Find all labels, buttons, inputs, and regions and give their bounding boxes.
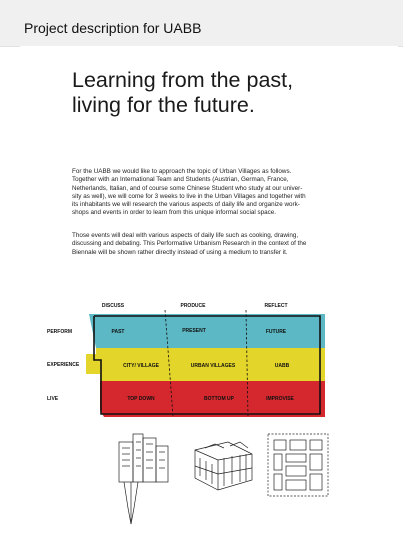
document-title: Project description for UABB	[24, 20, 202, 36]
cell-label: PRESENT	[182, 328, 206, 334]
urban-village-sketch	[195, 442, 252, 490]
cell-label: PAST	[111, 329, 125, 335]
headline-line-2: living for the future.	[72, 93, 255, 117]
row-label: LIVE	[47, 396, 59, 402]
p2-line: Those events will deal with various aspects of daily life such as cooking, drawing,	[72, 232, 299, 239]
skyline-sketch	[119, 434, 168, 524]
cell-label: URBAN VILLAGES	[190, 363, 236, 369]
p1-line: sity as well), we will come for 3 weeks to live in the Urban Villages and together with	[72, 192, 306, 200]
row-label: PERFORM	[47, 329, 72, 335]
matrix-diagram	[0, 290, 403, 430]
p2-line: discussing and debating. This Performative Urbanism Research in the context of the	[72, 240, 307, 248]
street-plan-sketch	[268, 434, 328, 496]
p1-line: For the UABB we would like to approach the topic of Urban Villages as follows.	[72, 168, 292, 175]
column-header: PRODUCE	[180, 303, 206, 309]
cell-label: CITY/ VILLAGE	[123, 363, 159, 369]
cell-label: UABB	[274, 363, 290, 369]
p1-line: Together with an International Team and Students (Austrian, German, France,	[72, 176, 289, 184]
headline	[72, 68, 293, 118]
column-header: DISCUSS	[101, 303, 125, 309]
column-header: REFLECT	[264, 303, 288, 309]
p1-line: shops and events in order to learn from this unique informal social space.	[72, 209, 277, 217]
body-paragraph-1	[72, 168, 392, 218]
row-label: EXPERIENCE	[47, 362, 80, 368]
cell-label: TOP DOWN	[127, 396, 155, 402]
cell-label: IMPROVISE	[266, 396, 294, 402]
p1-line: its inhabitants we will research the various aspects of daily life and organize work-	[72, 201, 300, 209]
body-paragraph-2	[72, 232, 392, 257]
illustration-strip	[0, 428, 403, 539]
document-header	[0, 0, 403, 47]
cell-label: FUTURE	[265, 329, 287, 335]
headline-line-1: Learning from the past,	[72, 68, 294, 92]
p2-line: Biennale will be shown rather directly instead of using a medium to transfer it.	[72, 248, 288, 256]
p1-line: Netherlands, Italian, and of course some Chinese Student who study at our univer-	[72, 184, 303, 192]
cell-label: BOTTOM UP	[204, 396, 234, 402]
